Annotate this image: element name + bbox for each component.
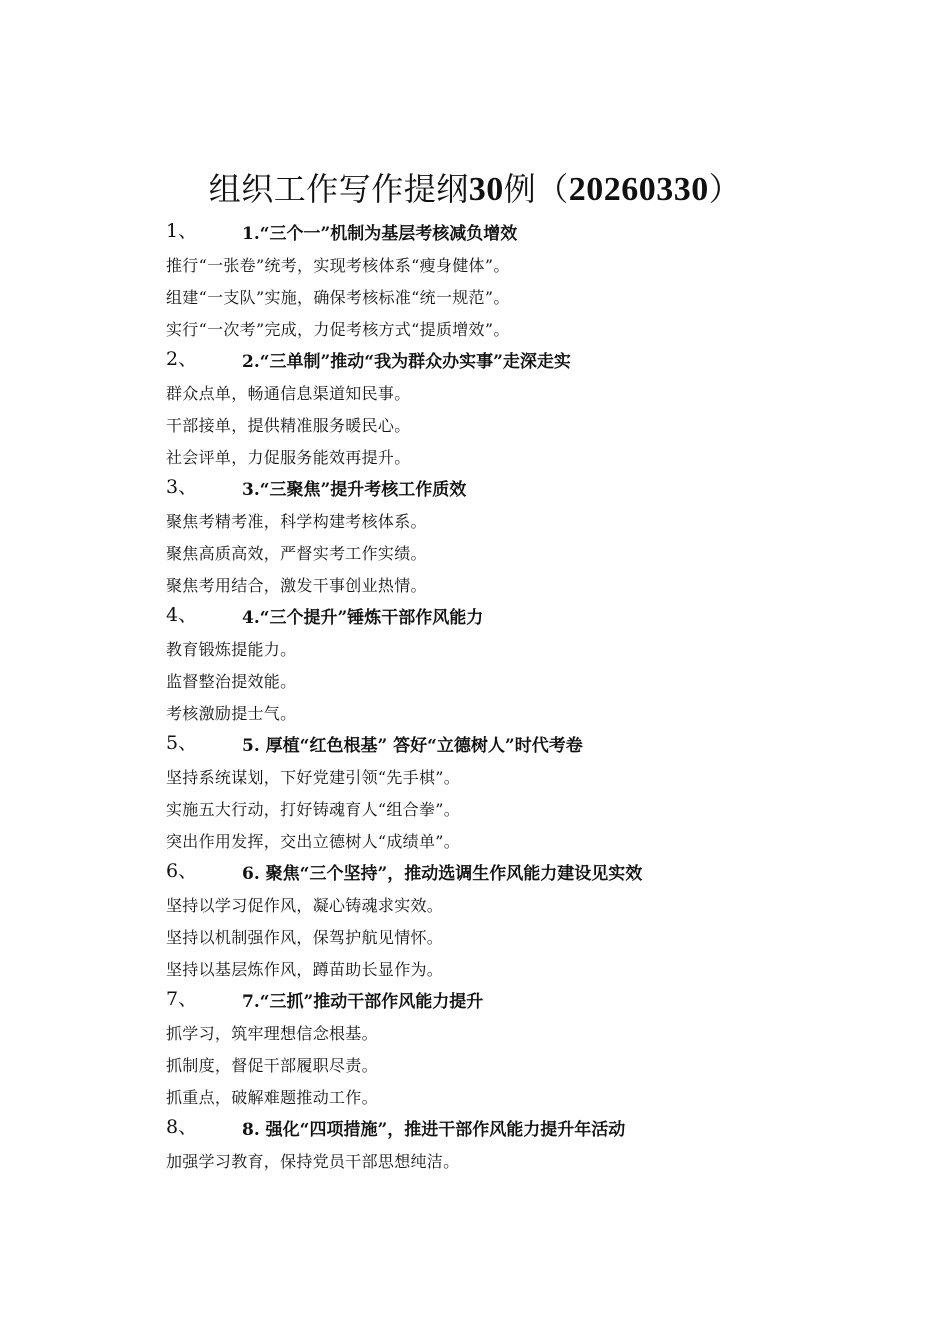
outline-line: 教育锻炼提能力。 <box>166 640 297 659</box>
section-heading <box>166 602 866 634</box>
outline-line: 群众点单，畅通信息渠道知民事。 <box>166 384 411 403</box>
section-heading <box>166 858 866 890</box>
outline-line: 干部接单，提供精准服务暖民心。 <box>166 416 411 435</box>
outline-line: 抓学习，筑牢理想信念根基。 <box>166 1024 378 1043</box>
document-title <box>0 166 950 213</box>
outline-line: 推行“一张卷”统考，实现考核体系“瘦身健体”。 <box>166 256 510 275</box>
section-heading-text: 5. 厚植“红色根基” 答好“立德树人”时代考卷 <box>242 736 583 756</box>
section-heading-text: 4.“三个提升”锤炼干部作风能力 <box>242 608 484 628</box>
section-heading-text: 7.“三抓”推动干部作风能力提升 <box>242 992 484 1012</box>
section-number: 2、 <box>166 348 198 370</box>
outline-content <box>166 218 866 1178</box>
outline-section-1 <box>166 218 866 346</box>
title-count: 30 <box>468 171 504 208</box>
outline-line: 加强学习教育，保持党员干部思想纯洁。 <box>166 1152 460 1171</box>
section-heading <box>166 1114 866 1146</box>
outline-section-4 <box>166 602 866 730</box>
section-number: 7、 <box>166 988 198 1010</box>
outline-line: 社会评单，力促服务能效再提升。 <box>166 448 411 467</box>
section-number: 1、 <box>166 220 198 242</box>
outline-line: 实施五大行动，打好铸魂育人“组合拳”。 <box>166 800 461 819</box>
outline-line: 坚持以学习促作风，凝心铸魂求实效。 <box>166 896 444 915</box>
section-heading-text: 6. 聚焦“三个坚持”，推动选调生作风能力建设见实效 <box>242 864 643 884</box>
title-main-text: 组织工作写作提纲 <box>208 170 469 208</box>
title-date: 20260330 <box>568 171 709 208</box>
section-heading-text: 8. 强化“四项措施”，推进干部作风能力提升年活动 <box>242 1120 626 1140</box>
section-number: 8、 <box>166 1116 198 1138</box>
title-close-paren: ） <box>708 170 742 208</box>
outline-section-3 <box>166 474 866 602</box>
outline-line: 聚焦考用结合，激发干事创业热情。 <box>166 576 427 595</box>
section-heading <box>166 218 866 250</box>
section-number: 6、 <box>166 860 198 882</box>
section-heading <box>166 986 866 1018</box>
section-heading <box>166 346 866 378</box>
outline-section-5 <box>166 730 866 858</box>
outline-section-6 <box>166 858 866 986</box>
outline-line: 坚持以基层炼作风，蹲苗助长显作为。 <box>166 960 444 979</box>
outline-line: 突出作用发挥，交出立德树人“成绩单”。 <box>166 832 461 851</box>
outline-line: 坚持系统谋划，下好党建引领“先手棋”。 <box>166 768 461 787</box>
outline-section-2 <box>166 346 866 474</box>
outline-section-7 <box>166 986 866 1114</box>
section-number: 3、 <box>166 476 198 498</box>
title-suffix: 例（ <box>503 170 569 208</box>
outline-line: 组建“一支队”实施，确保考核标准“统一规范”。 <box>166 288 510 307</box>
outline-line: 考核激励提士气。 <box>166 704 297 723</box>
outline-section-8 <box>166 1114 866 1178</box>
outline-line: 抓制度，督促干部履职尽责。 <box>166 1056 378 1075</box>
section-heading-text: 2.“三单制”推动“我为群众办实事”走深走实 <box>242 352 571 372</box>
section-heading-text: 1.“三个一”机制为基层考核减负增效 <box>242 224 518 244</box>
section-heading <box>166 474 866 506</box>
outline-line: 聚焦考精考准，科学构建考核体系。 <box>166 512 427 531</box>
outline-line: 抓重点，破解难题推动工作。 <box>166 1088 378 1107</box>
outline-line: 坚持以机制强作风，保驾护航见情怀。 <box>166 928 444 947</box>
section-number: 5、 <box>166 732 198 754</box>
section-number: 4、 <box>166 604 198 626</box>
outline-line: 监督整治提效能。 <box>166 672 297 691</box>
section-heading-text: 3.“三聚焦”提升考核工作质效 <box>242 480 467 500</box>
section-heading <box>166 730 866 762</box>
outline-line: 实行“一次考”完成，力促考核方式“提质增效”。 <box>166 320 510 339</box>
outline-line: 聚焦高质高效，严督实考工作实绩。 <box>166 544 427 563</box>
